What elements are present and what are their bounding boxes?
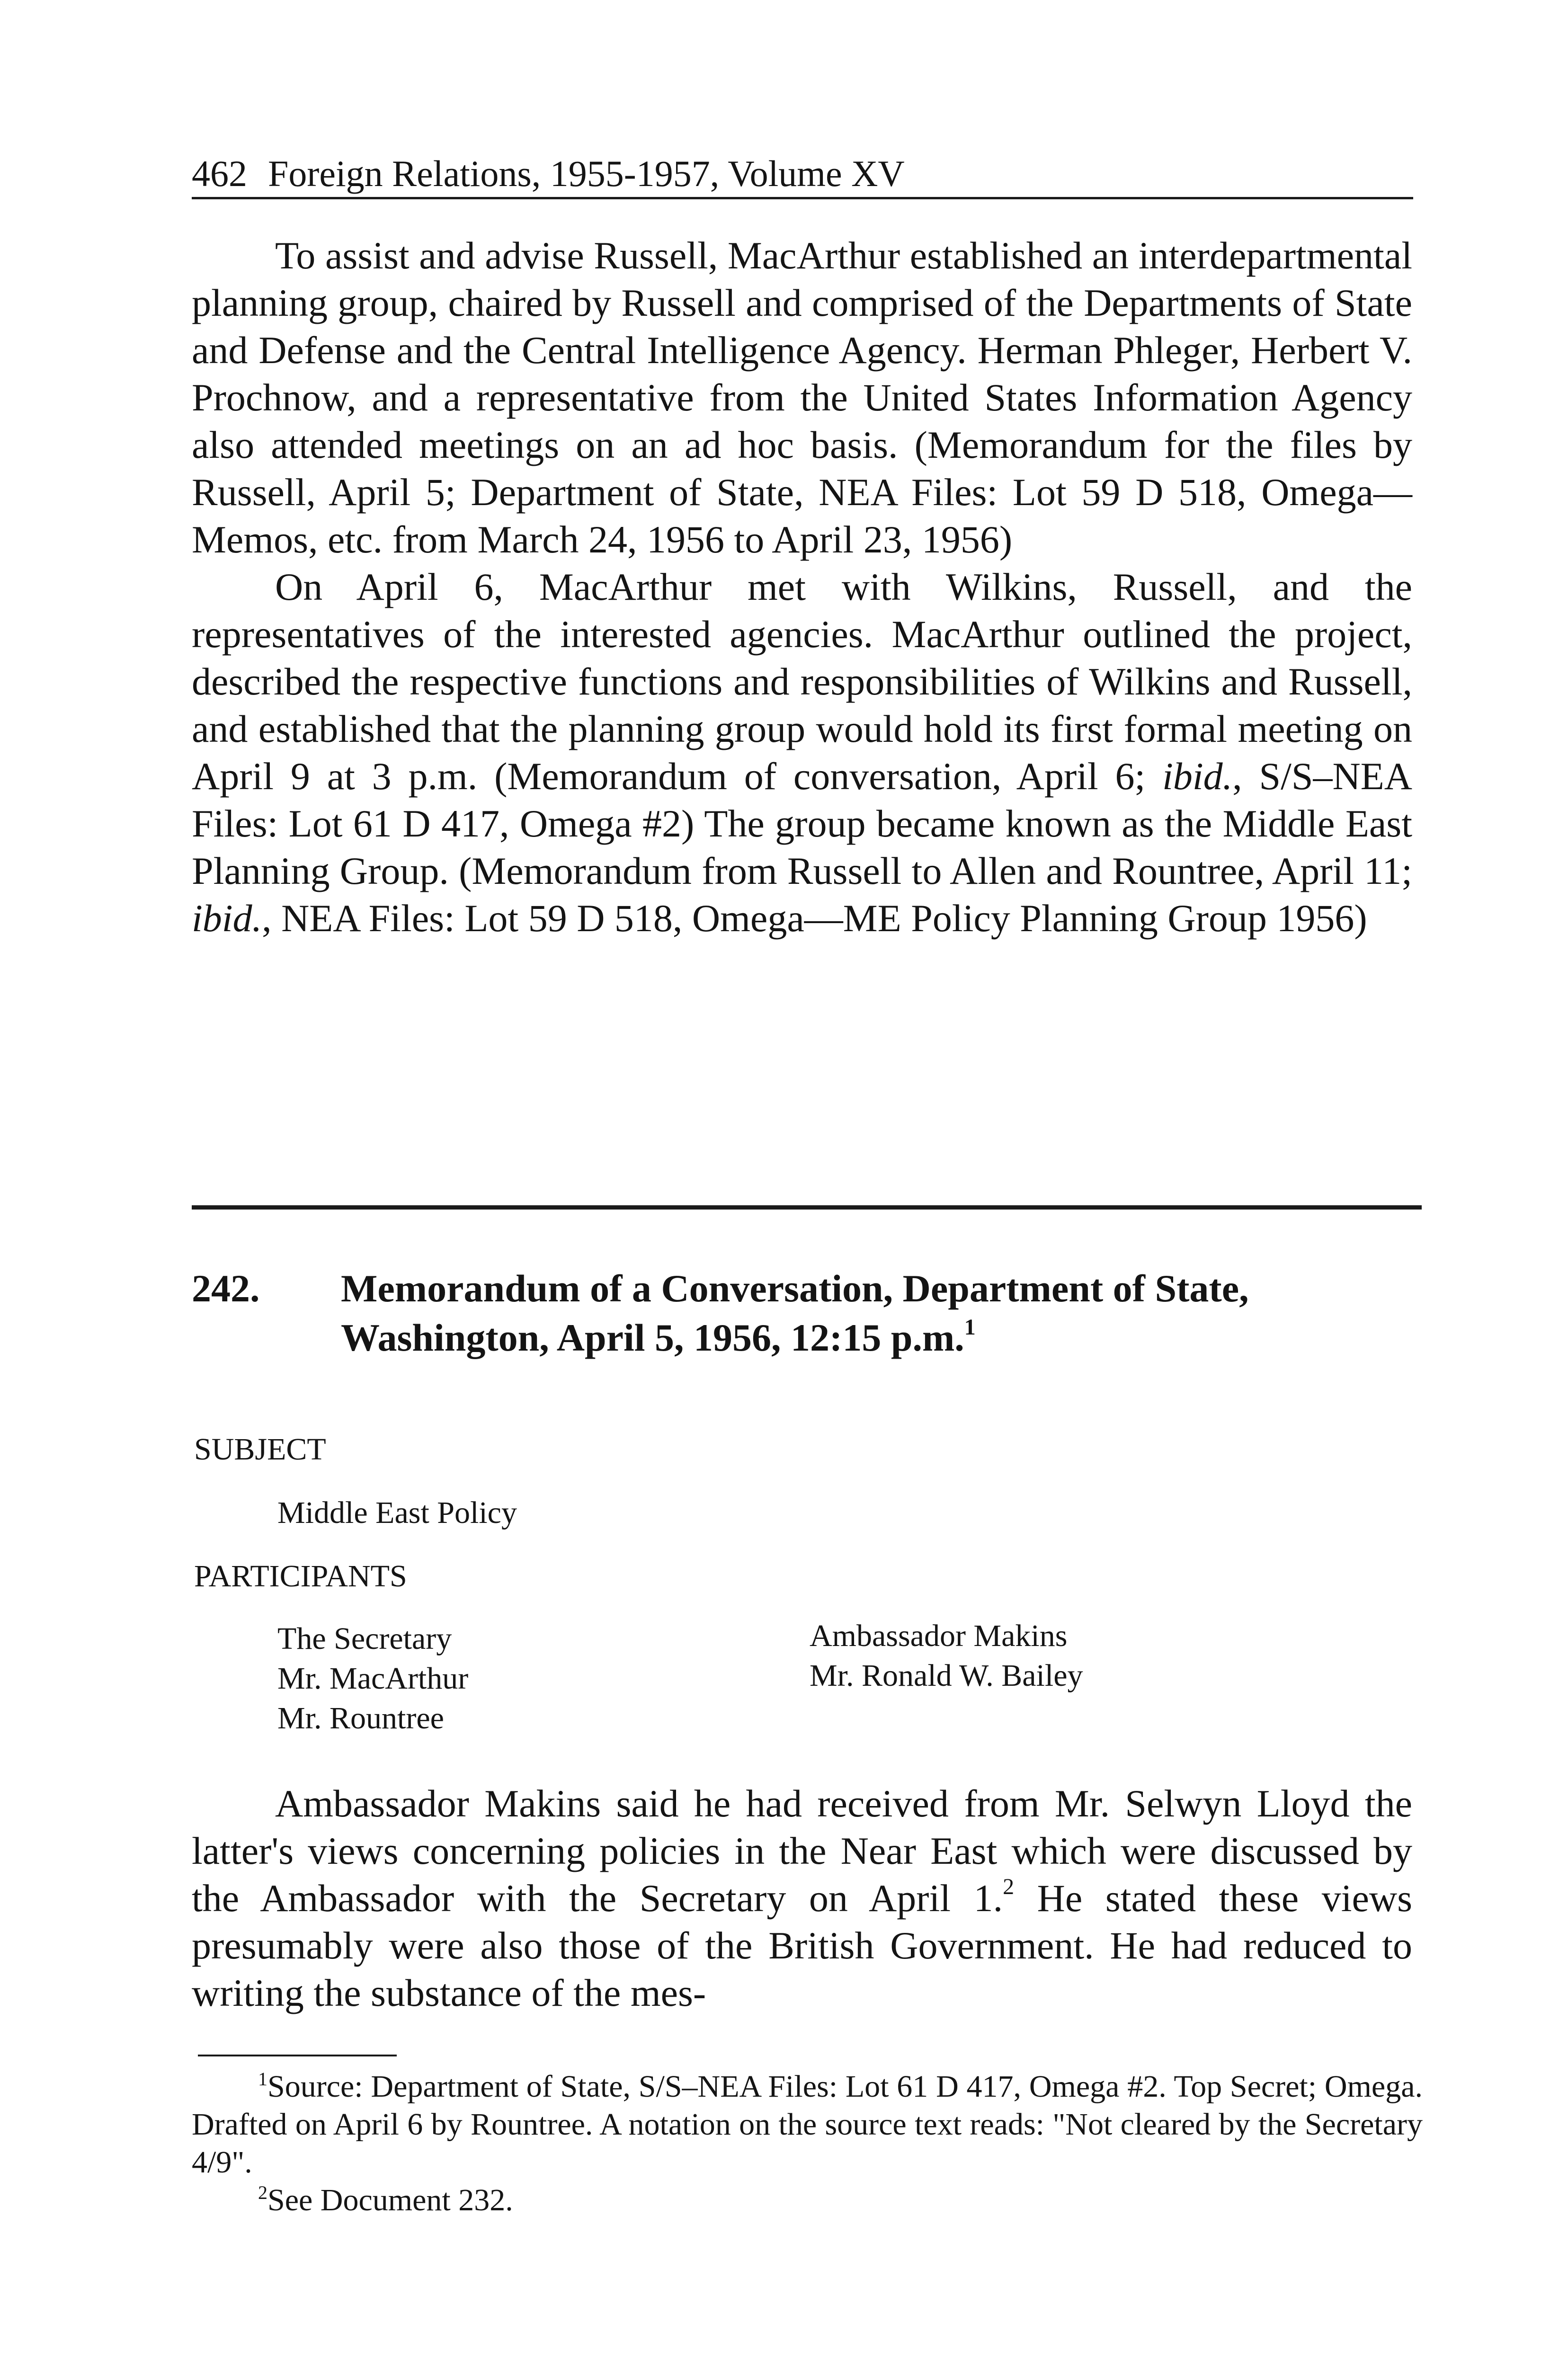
memorandum-body: [192, 1780, 1412, 2017]
subject-label: SUBJECT: [194, 1432, 326, 1467]
paragraph-text: , S/S–NEA Files: Lot 61 D 417, Omega #2) The group became known as the Middle East Planning Group. (Memorandum from Russell to Allen and Rountree, April 11;: [192, 755, 1412, 892]
paragraph-text: He stated these views presumably were also those of the British Government. He had reduced to writing the substance of the mes-: [192, 1877, 1412, 2014]
footnotes: [192, 2068, 1423, 2219]
participants-label: PARTICIPANTS: [194, 1559, 407, 1593]
ibid-citation: ibid.: [1162, 755, 1233, 798]
participant: Mr. MacArthur: [277, 1661, 469, 1696]
paragraph: To assist and advise Russell, MacArthur established an interdepartmental planning group, chaired by Russell and comprised of the Departments of State and Defense and the Central Intelligence Agency. Herman Phleger, Herbert V. Prochnow, and a representative from the United States Information Agency also attended meetings on an ad hoc basis. (Memorandum for the files by Russell, April 5; Department of State, NEA Files: Lot 59 D 518, Omega—Memos, etc. from March 24, 1956 to April 23, 1956): [192, 234, 1412, 561]
footnote: [192, 2068, 1423, 2181]
subject-value: Middle East Policy: [277, 1495, 517, 1530]
paragraph-text: , NEA Files: Lot 59 D 518, Omega—ME Policy Planning Group 1956): [262, 897, 1367, 940]
document-title: Memorandum of a Conversation, Department of State, Washington, April 5, 1956, 12:15 p.m.: [341, 1267, 1249, 1359]
footnote-reference[interactable]: 2: [1003, 1874, 1015, 1899]
paragraph-text: Ambassador Makins said he had received from Mr. Selwyn Lloyd the latter's views concerning policies in the Near East which were discussed by the Ambassador with the Secretary on April 1.: [192, 1782, 1412, 1920]
paragraph-text: On April 6, MacArthur met with Wilkins, Russell, and the representatives of the interested agencies. MacArthur outlined the project, described the respective functions and responsibilities of Wilkins and Russell, and established that the planning group would hold its first formal meeting on April 9 at 3 p.m. (Memorandum of conversation, April 6;: [192, 565, 1412, 798]
participants-list-left: [277, 1619, 468, 1738]
footnote-divider: [198, 2055, 397, 2056]
page-number: 462: [192, 153, 247, 194]
intro-text: [192, 232, 1412, 942]
document-number: 242.: [192, 1267, 260, 1310]
section-divider: [192, 1205, 1422, 1210]
footnote-marker: 1: [258, 2068, 267, 2090]
ibid-citation: ibid.: [192, 897, 262, 940]
participant: Mr. Ronald W. Bailey: [810, 1658, 1083, 1693]
footnote-reference[interactable]: 1: [964, 1315, 976, 1340]
paragraph: [192, 1780, 1412, 2017]
document-title-block: [341, 1264, 1420, 1362]
footnote: [192, 2181, 1423, 2219]
participant: The Secretary: [277, 1621, 452, 1656]
running-header: [192, 151, 1413, 199]
participant: Ambassador Makins: [810, 1619, 1068, 1653]
volume-title: Foreign Relations, 1955-1957, Volume XV: [268, 153, 905, 194]
footnote-text: See Document 232.: [267, 2183, 513, 2217]
participants-list-right: [810, 1616, 1083, 1696]
footnote-text: Source: Department of State, S/S–NEA Files: Lot 61 D 417, Omega #2. Top Secret; Omega. Drafted on April 6 by Rountree. A notation on the source text reads: "Not cleared by the Secretary 4/9".: [192, 2069, 1423, 2180]
paragraph: [192, 563, 1412, 942]
participant: Mr. Rountree: [277, 1701, 444, 1735]
footnote-marker: 2: [258, 2182, 267, 2203]
